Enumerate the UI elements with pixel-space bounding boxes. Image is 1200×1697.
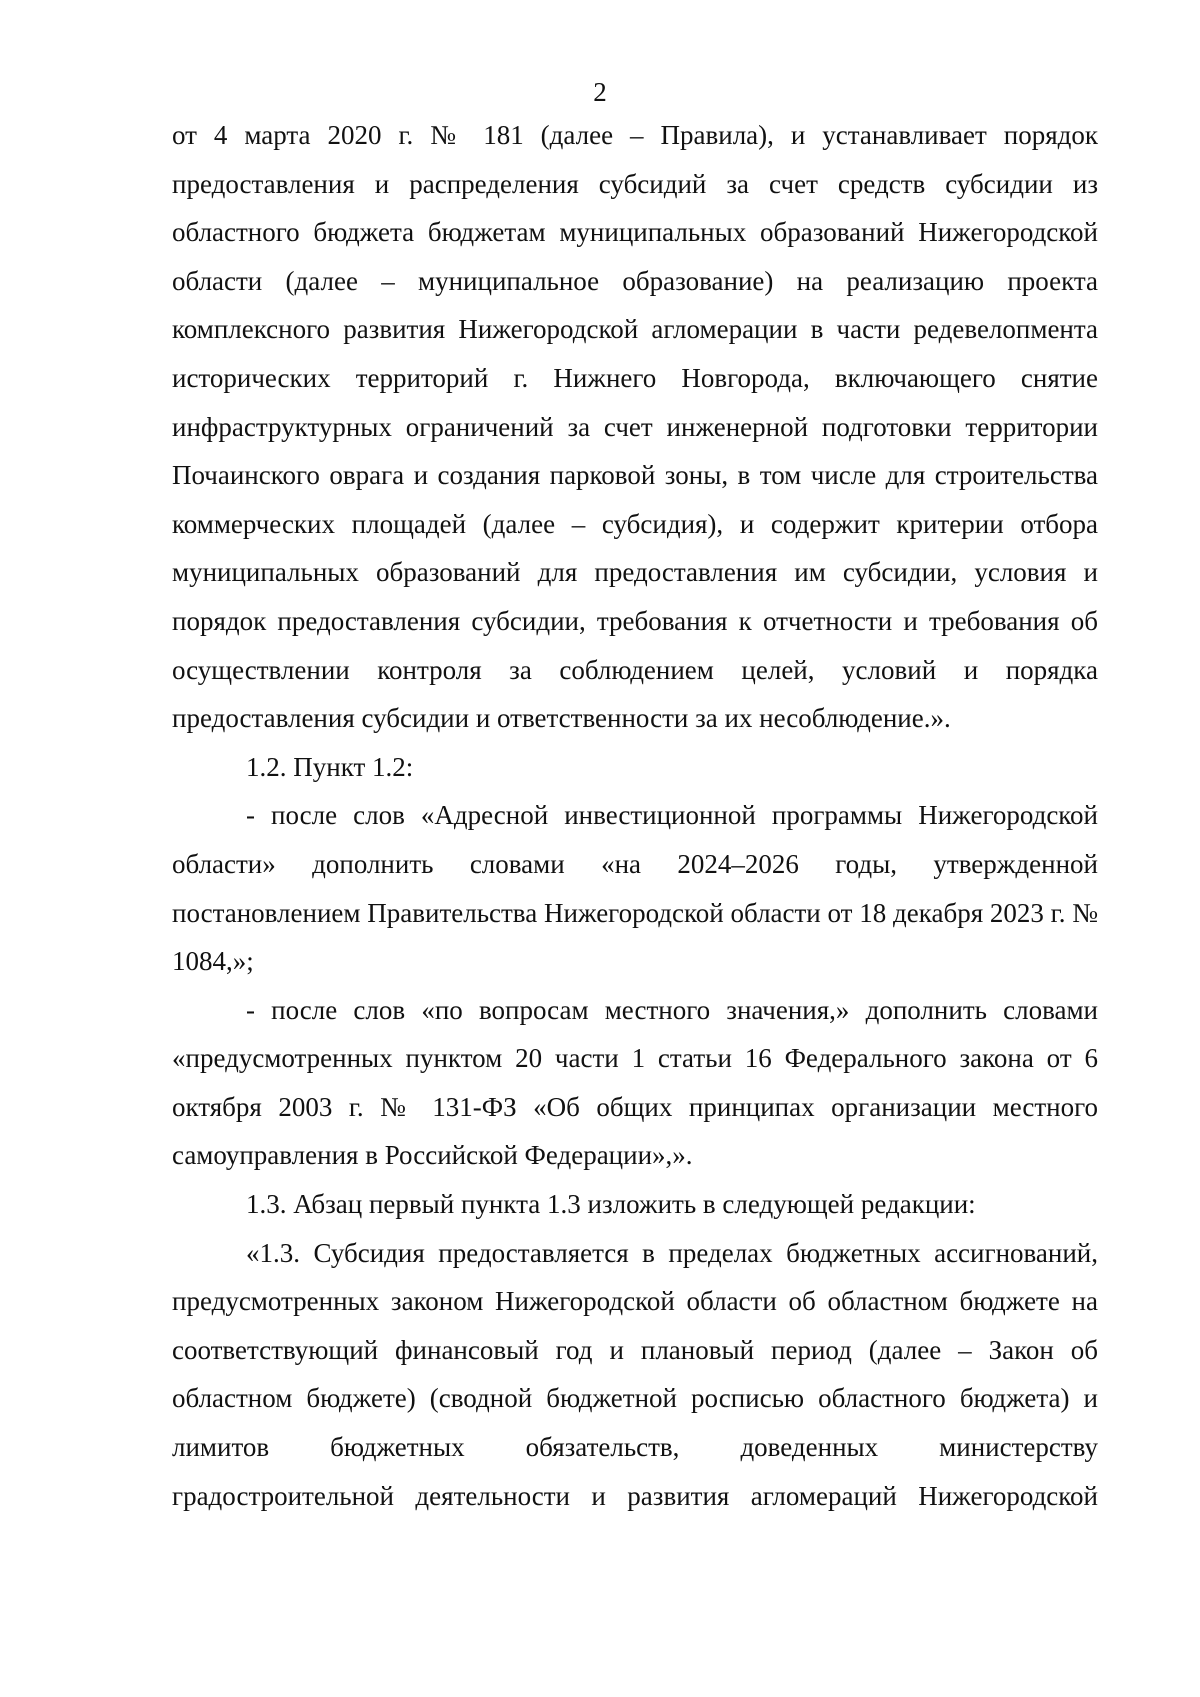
paragraph-item-1-3-new-text: «1.3. Субсидия предоставляется в пределах бюджетных ассигнований, предусмотренных законом Нижегородской области об областном бюджете на соответствующий финансовый год и плановый период (далее – Закон об областном бюджете) (сводной бюджетной росписью областного бюджета) и лимитов бюджетных обязательств, доведенных министерству градостроительной деятельности и развития агломераций Нижегородской	[172, 1237, 1098, 1511]
paragraph-rules-scope: от 4 марта 2020 г. № 181 (далее – Правила), и устанавливает порядок предоставления и распределения субсидий за счет средств субсидии из областного бюджета бюджетам муниципальных образований Нижегородской области (далее – муниципальное образование) на реализацию проекта комплексного развития Нижегородской агломерации в части редевелопмента исторических территорий г. Нижнего Новгорода, включающего снятие инфраструктурных ограничений за счет инженерной подготовки территории Почаинского оврага и создания парковой зоны, в том числе для строительства коммерческих площадей (далее – субсидия), и содержит критерии отбора муниципальных образований для предоставления им субсидии, условия и порядок предоставления субсидии, требования к отчетности и требования об осуществлении контроля за соблюдением целей, условий и порядка предоставления субсидии и ответственности за их несоблюдение.».	[172, 120, 1098, 734]
paragraph-item-1-2-heading: 1.2. Пункт 1.2:	[246, 751, 414, 782]
paragraph-item-1-3-heading: 1.3. Абзац первый пункта 1.3 изложить в следующей редакции:	[246, 1189, 976, 1220]
page-number: 2	[593, 77, 607, 107]
paragraph-item-1-2-amendment-1: - после слов «Адресной инвестиционной программы Нижегородской области» дополнить словами «на 2024–2026 годы, утвержденной постановлением Правительства Нижегородской области от 18 декабря 2023 г. № 1084,»;	[172, 800, 1098, 977]
document-body	[172, 111, 1098, 1520]
paragraph-item-1-2-amendment-2: - после слов «по вопросам местного значения,» дополнить словами «предусмотренных пунктом 20 части 1 статьи 16 Федерального закона от 6 октября 2003 г. № 131-ФЗ «Об общих принципах организации местного самоуправления в Российской Федерации»,».	[172, 994, 1098, 1171]
